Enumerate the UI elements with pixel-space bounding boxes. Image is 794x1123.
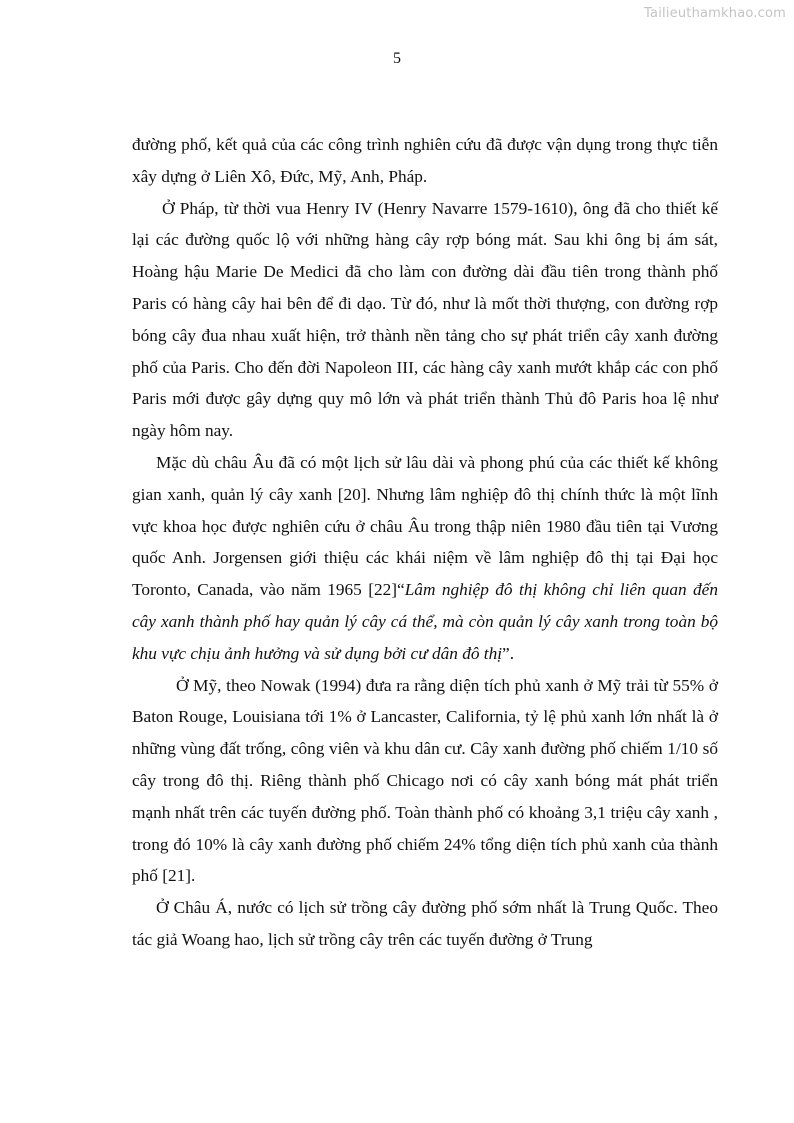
paragraph-3-quote-end: ”. (502, 643, 515, 663)
paragraph-5: Ở Châu Á, nước có lịch sử trồng cây đường phố sớm nhất là Trung Quốc. Theo tác giả Woang hao, lịch sử trồng cây trên các tuyến đường ở Trung (132, 898, 718, 949)
watermark-text: Tailieuthamkhao.com (644, 6, 786, 21)
paragraph-4: Ở Mỹ, theo Nowak (1994) đưa ra rằng diện tích phủ xanh ở Mỹ trải từ 55% ở Baton Rouge, Louisiana tới 1% ở Lancaster, California, tỷ lệ phủ xanh lớn nhất là ở những vùng đất trống, công viên và khu dân cư. Cây xanh đường phố chiếm 1/10 số cây trong đô thị. Riêng thành phố Chicago nơi có cây xanh bóng mát phát triển mạnh nhất trên các tuyến đường phố. Toàn thành phố có khoảng 3,1 triệu cây xanh , trong đó 10% là cây xanh đường phố chiếm 24% tổng diện tích phủ xanh của thành phố [21]. (132, 675, 718, 886)
paragraph-3 (132, 447, 718, 670)
paragraph-3-quote: Lâm nghiệp đô thị không chỉ liên quan đến cây xanh thành phố hay quản lý cây cá thể, mà còn quản lý cây xanh trong toàn bộ khu vực chịu ảnh hưởng và sử dụng bởi cư dân đô thị (132, 580, 718, 663)
document-body (132, 129, 718, 956)
paragraph-2: Ở Pháp, từ thời vua Henry IV (Henry Navarre 1579-1610), ông đã cho thiết kế lại các đường quốc lộ với những hàng cây rợp bóng mát. Sau khi ông bị ám sát, Hoàng hậu Marie De Medici đã cho làm con đường dài đầu tiên trong thành phố Paris có hàng cây hai bên để đi dạo. Từ đó, như là mốt thời thượng, con đường rợp bóng cây đua nhau xuất hiện, trở thành nền tảng cho sự phát triển cây xanh đường phố của Paris. Cho đến đời Napoleon III, các hàng cây xanh mướt khắp các con phố Paris mới được gây dựng quy mô lớn và phát triển thành Thủ đô Paris hoa lệ như ngày hôm nay. (132, 198, 718, 441)
paragraph-3-text: Mặc dù châu Âu đã có một lịch sử lâu dài và phong phú của các thiết kế không gian xanh, quản lý cây xanh [20]. Nhưng lâm nghiệp đô thị chính thức là một lĩnh vực khoa học được nghiên cứu ở châu Âu trong thập niên 1980 đầu tiên tại Vương quốc Anh. Jorgensen giới thiệu các khái niệm về lâm nghiệp đô thị tại Đại học Toronto, Canada, vào năm 1965 [22]“ (132, 452, 718, 600)
page-number: 5 (393, 50, 401, 67)
paragraph-1: đường phố, kết quả của các công trình nghiên cứu đã được vận dụng trong thực tiễn xây dựng ở Liên Xô, Đức, Mỹ, Anh, Pháp. (132, 135, 718, 186)
